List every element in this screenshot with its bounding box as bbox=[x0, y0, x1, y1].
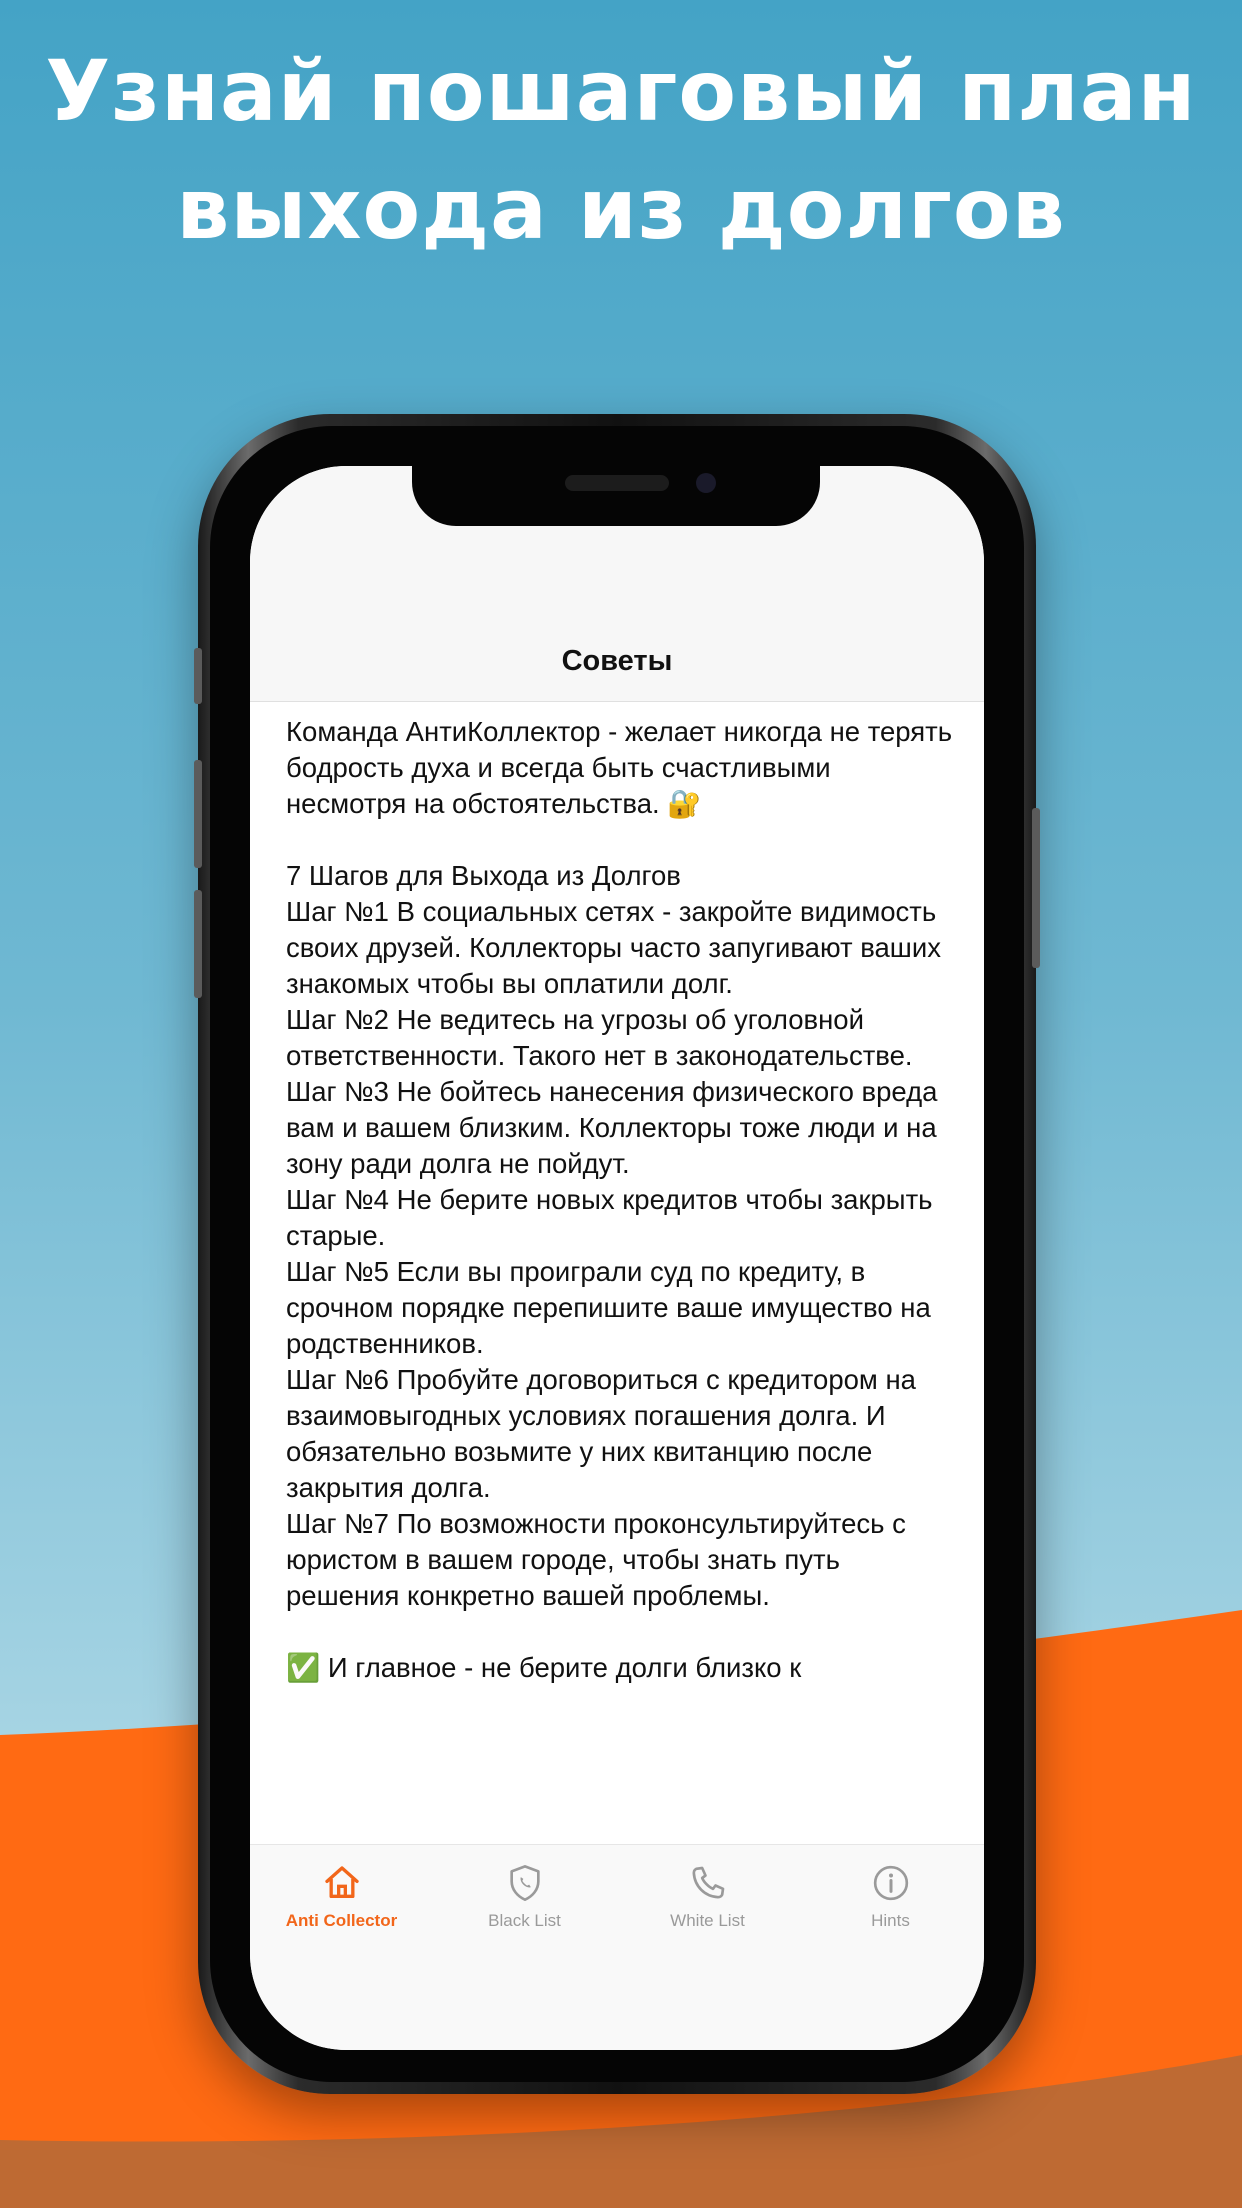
front-camera bbox=[696, 473, 716, 493]
step-3: Шаг №3 Не бойтесь нанесения физического вреда вам и вашем близким. Коллекторы тоже люди и на зону ради долга не пойдут. bbox=[286, 1076, 938, 1179]
info-icon bbox=[871, 1863, 911, 1903]
home-icon bbox=[322, 1863, 362, 1903]
tab-label: Anti Collector bbox=[285, 1911, 398, 1930]
phone-icon bbox=[688, 1863, 728, 1903]
page-title: Советы bbox=[561, 644, 673, 677]
shield-phone-icon bbox=[505, 1863, 545, 1903]
hints-text-view[interactable] bbox=[286, 714, 956, 1844]
step-5: Шаг №5 Если вы проиграли суд по кредиту, в срочном порядке перепишите ваше имущество на родственников. bbox=[286, 1256, 931, 1359]
headline-line-1: Узнай пошаговый план bbox=[45, 42, 1197, 140]
volume-up-button bbox=[194, 760, 202, 868]
step-2: Шаг №2 Не ведитесь на угрозы об уголовной ответственности. Такого нет в законодательстве. bbox=[286, 1004, 913, 1071]
tab-bar bbox=[250, 1844, 984, 2050]
step-4: Шаг №4 Не берите новых кредитов чтобы закрыть старые. bbox=[286, 1184, 933, 1251]
intro-text: Команда АнтиКоллектор - желает никогда не терять бодрость духа и всегда быть счастливыми несмотря на обстоятельства. 🔐 bbox=[286, 716, 953, 819]
tab-label: Hints bbox=[871, 1911, 910, 1930]
tab-hints[interactable] bbox=[799, 1863, 982, 1931]
step-6: Шаг №6 Пробуйте договориться с кредитором на взаимовыгодных условиях погашения долга. И обязательно возьмите у них квитанцию после закрытия долга. bbox=[286, 1364, 916, 1503]
tab-anti-collector[interactable] bbox=[250, 1863, 433, 1931]
volume-down-button bbox=[194, 890, 202, 998]
headline-line-2: выхода из долгов bbox=[176, 160, 1066, 258]
step-1: Шаг №1 В социальных сетях - закройте видимость своих друзей. Коллекторы часто запугивают ваших знакомых чтобы вы оплатили долг. bbox=[286, 896, 941, 999]
steps-heading: 7 Шагов для Выхода из Долгов bbox=[286, 860, 681, 891]
promo-headline bbox=[0, 32, 1242, 268]
navigation-bar bbox=[250, 621, 984, 702]
tab-white-list[interactable] bbox=[616, 1863, 799, 1931]
step-7: Шаг №7 По возможности проконсультируйтесь с юристом в вашем городе, чтобы знать путь решения конкретно вашей проблемы. bbox=[286, 1508, 906, 1611]
mute-switch bbox=[194, 648, 202, 704]
earpiece-speaker bbox=[565, 475, 669, 491]
footer-text: ✅ И главное - не берите долги близко к bbox=[286, 1652, 802, 1683]
tab-black-list[interactable] bbox=[433, 1863, 616, 1931]
phone-screen bbox=[250, 466, 984, 2050]
tab-label: Black List bbox=[488, 1911, 561, 1930]
power-button bbox=[1032, 808, 1040, 968]
tab-label: White List bbox=[670, 1911, 745, 1930]
